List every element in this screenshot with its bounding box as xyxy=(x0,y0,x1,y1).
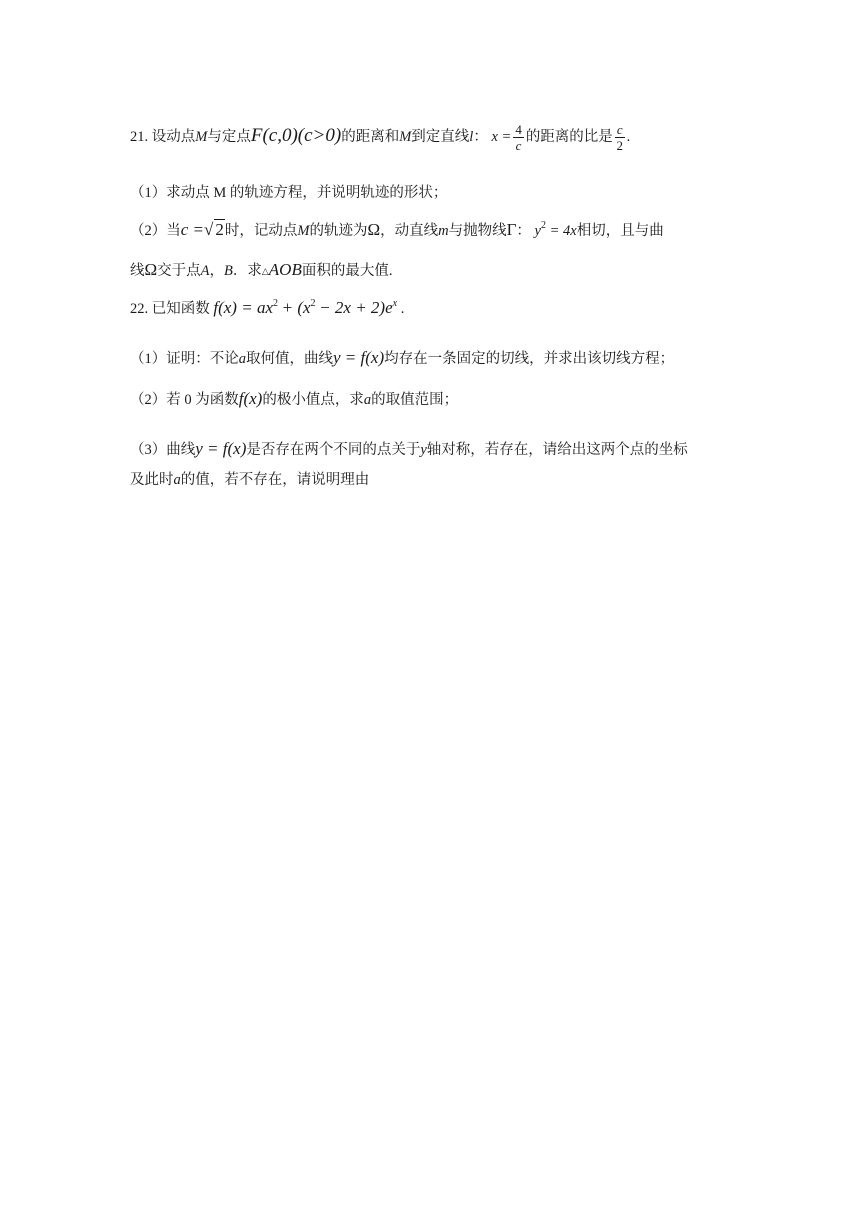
q22-part2 xyxy=(130,388,458,409)
var-M: M xyxy=(297,223,310,239)
q22-part3-cont xyxy=(130,468,369,489)
text: 时，记动点 xyxy=(224,223,298,239)
var-m: m xyxy=(438,223,449,239)
var-a: a xyxy=(173,472,181,488)
text: 交于点 xyxy=(157,263,201,279)
triangle-AOB: AOB xyxy=(268,260,302,279)
f-def-part1: f(x) = ax xyxy=(213,298,273,317)
text: 设动点 xyxy=(151,128,196,145)
gamma-symbol: Γ xyxy=(506,220,517,239)
frac-num: 4 xyxy=(515,122,522,137)
q22-part1 xyxy=(130,347,674,368)
text: 到定直线 xyxy=(411,128,470,145)
text: 是否存在两个不同的点关于 xyxy=(246,442,421,458)
point-F-expr: F(c,0)(c>0) xyxy=(250,124,342,146)
q21-part1: （1）求动点 M 的轨迹方程，并说明轨迹的形状； xyxy=(130,185,448,201)
line-lhs: x = xyxy=(491,128,512,145)
frac-num: c xyxy=(616,122,623,137)
var-l: l xyxy=(469,128,474,145)
q22-number: 22. xyxy=(130,301,149,317)
var-a: a xyxy=(363,392,372,408)
fraction-c-over-2 xyxy=(615,122,625,153)
text: ．求 xyxy=(232,263,262,279)
text: （1）证明：不论 xyxy=(130,351,239,367)
var-A: A xyxy=(200,263,210,279)
text: 及此时 xyxy=(130,472,174,488)
sqrt-2: √ 2 xyxy=(204,220,224,239)
sqrt-arg: 2 xyxy=(215,220,224,239)
text: 相切，且与曲 xyxy=(576,223,664,239)
text: ： xyxy=(473,128,488,145)
text: 面积的最大值. xyxy=(301,263,393,279)
fraction-4-over-c xyxy=(513,122,524,153)
var-y: y xyxy=(420,442,427,458)
fx-expr: f(x) xyxy=(238,389,263,408)
frac-den: 2 xyxy=(616,138,623,153)
text: 线 xyxy=(130,263,145,279)
var-a: a xyxy=(238,351,246,367)
q21-part2-cont xyxy=(130,259,392,280)
text: 的距离和 xyxy=(341,128,400,145)
frac-den: c xyxy=(515,138,522,153)
text: 轴对称，若存在，请给出这两个点的坐标 xyxy=(426,442,688,458)
text: （2）当 xyxy=(130,223,181,239)
q21-part2: （2）当c =√ 2时，记动点M的轨迹为Ω，动直线m与抛物线Γ： $y^2 = 4x$相切，且与曲 xyxy=(130,220,664,239)
q21-number: 21. xyxy=(130,128,149,145)
text: 的极小值点，求 xyxy=(262,392,364,408)
text: ，动直线 xyxy=(380,223,439,239)
f-def-part3: − 2x + 2)e xyxy=(319,298,393,317)
q21-stem xyxy=(130,122,630,153)
omega-symbol: Ω xyxy=(144,260,158,279)
text: ， xyxy=(209,263,224,279)
curve-expr: y = f(x) xyxy=(195,439,247,458)
var-M: M xyxy=(195,128,208,145)
omega-symbol: Ω xyxy=(367,220,381,239)
f-def-part2: + (x xyxy=(281,298,311,317)
text: 已知函数 xyxy=(151,301,210,317)
text: （2）若 0 为函数 xyxy=(130,392,239,408)
text: 均存在一条固定的切线，并求出该切线方程； xyxy=(384,351,675,367)
text: 与定点 xyxy=(207,128,251,145)
text: 取何值，曲线 xyxy=(246,351,333,367)
var-M: M xyxy=(399,128,412,145)
text: . xyxy=(626,128,631,145)
text: . xyxy=(400,301,405,317)
q22-stem: 22. 已知函数 $f(x) = ax^2 + (x^2 - 2x + 2)e^x$ . xyxy=(130,298,405,317)
triangle-symbol: △ xyxy=(261,266,269,276)
text: 的距离的比是 xyxy=(525,128,613,145)
exp-x: x xyxy=(392,298,398,309)
text: 的取值范围； xyxy=(371,392,459,408)
c-eq: c = xyxy=(180,220,205,239)
text: 的值，若不存在，请说明理由 xyxy=(180,472,370,488)
curve-expr: y = f(x) xyxy=(333,348,385,367)
text: ： xyxy=(516,223,531,239)
text: 与抛物线 xyxy=(448,223,507,239)
parabola-y: y xyxy=(534,223,541,239)
text: （3）曲线 xyxy=(130,442,196,458)
q22-part3 xyxy=(130,438,688,459)
parabola-rhs: = 4x xyxy=(549,223,577,239)
text: 的轨迹为 xyxy=(309,223,368,239)
var-B: B xyxy=(224,263,233,279)
